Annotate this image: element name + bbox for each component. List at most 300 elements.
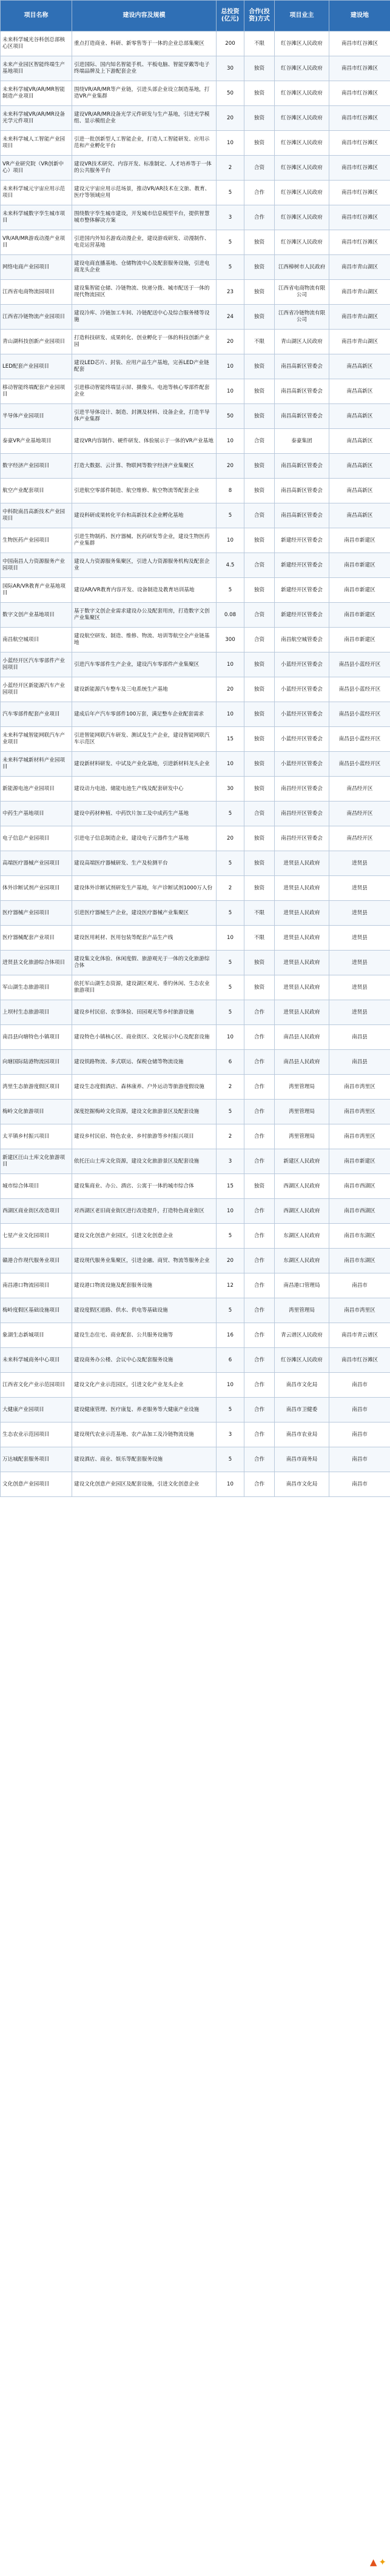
cell-content: 建设VR/AR/MR设备光学元件研发与生产基地，引进光学模组、显示模组企业 (72, 106, 217, 131)
cell-owner: 东湖区人民政府 (275, 1249, 329, 1273)
cell-investment: 30 (217, 56, 244, 81)
cell-content: 建设LED芯片、封装、应用产品生产基地，完善LED产业链配套 (72, 354, 217, 379)
cell-mode: 合资 (244, 429, 275, 454)
cell-name: 数字经济产业园项目 (1, 454, 72, 479)
cell-investment: 0.08 (217, 603, 244, 628)
cell-investment: 2 (217, 1124, 244, 1149)
cell-name: 南昌县向塘特色小镇项目 (1, 1025, 72, 1050)
cell-owner: 红谷滩区人民政府 (275, 181, 329, 205)
cell-investment: 3 (217, 1422, 244, 1447)
table-row (1, 752, 390, 777)
cell-investment: 20 (217, 454, 244, 479)
cell-mode: 独资 (244, 131, 275, 156)
cell-investment: 6 (217, 1050, 244, 1075)
cell-name: 医疗器械产业园项目 (1, 901, 72, 926)
cell-content: 打造大数据、云计算、物联网等数字经济产业集聚区 (72, 454, 217, 479)
header-location: 建设地 (329, 1, 390, 32)
cell-location: 南昌经开区 (329, 802, 390, 826)
cell-mode: 独资 (244, 1174, 275, 1199)
cell-owner: 南昌经开区管委会 (275, 777, 329, 802)
table-row (1, 1149, 390, 1174)
cell-location: 南昌市新建区 (329, 603, 390, 628)
cell-investment: 5 (217, 1447, 244, 1472)
cell-owner: 西湖区人民政府 (275, 1174, 329, 1199)
cell-name: 未来科学城VR/AR/MR智能制造产业项目 (1, 81, 72, 106)
cell-location: 进贤县 (329, 851, 390, 876)
cell-name: 西湖区商业街区改造项目 (1, 1199, 72, 1224)
cell-investment: 5 (217, 1298, 244, 1323)
cell-owner: 南昌港口管理局 (275, 1273, 329, 1298)
cell-investment: 5 (217, 851, 244, 876)
cell-investment: 5 (217, 802, 244, 826)
cell-mode: 独资 (244, 752, 275, 777)
cell-content: 依托汪山土库文化资源，建设文化旅游景区及配套设施 (72, 1149, 217, 1174)
cell-investment: 5 (217, 1224, 244, 1249)
cell-location: 南昌市红谷滩区 (329, 181, 390, 205)
table-body (1, 32, 390, 1497)
cell-name: 生物医药产业园项目 (1, 528, 72, 553)
cell-location: 进贤县 (329, 876, 390, 901)
cell-content: 引进电子信息制造企业，建设电子元器件生产基地 (72, 826, 217, 851)
cell-owner: 小蓝经开区管委会 (275, 652, 329, 677)
cell-investment: 20 (217, 826, 244, 851)
cell-owner: 南昌高新区管委会 (275, 354, 329, 379)
table-row (1, 429, 390, 454)
cell-investment: 10 (217, 131, 244, 156)
cell-investment: 6 (217, 1348, 244, 1373)
cell-name: 赣港合作现代服务业项目 (1, 1249, 72, 1273)
cell-owner: 南昌市商务局 (275, 1447, 329, 1472)
cell-investment: 5 (217, 230, 244, 255)
cell-investment: 5 (217, 975, 244, 1000)
table-row (1, 628, 390, 652)
cell-mode: 独资 (244, 677, 275, 702)
cell-owner: 南昌高新区管委会 (275, 404, 329, 429)
cell-name: 半导体产业园项目 (1, 404, 72, 429)
cell-owner: 南昌市文化局 (275, 1373, 329, 1398)
cell-owner: 南昌县人民政府 (275, 1050, 329, 1075)
cell-owner: 进贤县人民政府 (275, 851, 329, 876)
cell-investment: 5 (217, 503, 244, 528)
cell-investment: 10 (217, 528, 244, 553)
cell-mode: 独资 (244, 81, 275, 106)
cell-name: 未来科学城新材料产业园项目 (1, 752, 72, 777)
cell-name: 进贤县文化旅游综合体项目 (1, 951, 72, 975)
cell-mode: 独资 (244, 851, 275, 876)
cell-location: 南昌市新建区 (329, 628, 390, 652)
cell-name: 未来科学城商务中心项目 (1, 1348, 72, 1373)
cell-location: 南昌市新建区 (329, 578, 390, 603)
header-mode: 合作(投资)方式 (244, 1, 275, 32)
cell-location: 南昌市红谷滩区 (329, 156, 390, 181)
table-row (1, 1075, 390, 1100)
cell-name: 南昌港口物流园项目 (1, 1273, 72, 1298)
site-watermark-logo (340, 2552, 387, 2572)
table-row (1, 305, 390, 330)
cell-name: 湾里生态旅游度假区项目 (1, 1075, 72, 1100)
cell-investment: 20 (217, 106, 244, 131)
cell-investment: 10 (217, 354, 244, 379)
cell-location: 进贤县 (329, 926, 390, 951)
cell-owner: 新建经开区管委会 (275, 528, 329, 553)
cell-name: 太平镇乡村振兴项目 (1, 1124, 72, 1149)
cell-owner: 南昌县人民政府 (275, 1025, 329, 1050)
cell-location: 南昌市湾里区 (329, 1298, 390, 1323)
cell-content: 引进航空零部件制造、航空维修、航空物流等配套企业 (72, 479, 217, 503)
table-row (1, 1000, 390, 1025)
cell-mode: 合作 (244, 1075, 275, 1100)
cell-location: 南昌高新区 (329, 429, 390, 454)
cell-content: 建设体外诊断试剂研发生产基地，年产诊断试剂1000万人份 (72, 876, 217, 901)
cell-content: 引进生物制药、医疗器械、医药研发等企业，建设生物医药产业集群 (72, 528, 217, 553)
table-row (1, 802, 390, 826)
cell-investment: 16 (217, 1323, 244, 1348)
cell-mode: 合资 (244, 156, 275, 181)
cell-name: 国际AR/VR教育产业基地项目 (1, 578, 72, 603)
cell-content: 建设集文化体验、休闲度假、旅游观光于一体的文化旅游综合体 (72, 951, 217, 975)
cell-content: 围绕数字孪生城市建设，开发城市信息模型平台，提供智慧城市整体解决方案 (72, 205, 217, 230)
cell-content: 引进国内外知名游戏动漫企业，建设游戏研发、动漫制作、电竞运营基地 (72, 230, 217, 255)
cell-location: 南昌市 (329, 1472, 390, 1497)
table-row (1, 777, 390, 802)
cell-investment: 50 (217, 404, 244, 429)
cell-mode: 独资 (244, 652, 275, 677)
cell-content: 引进移动智能终端显示屏、摄像头、电池等核心零部件配套企业 (72, 379, 217, 404)
table-row (1, 106, 390, 131)
cell-location: 南昌市新建区 (329, 1149, 390, 1174)
cell-content: 建设文化产业示范园区，引进文化产业龙头企业 (72, 1373, 217, 1398)
cell-owner: 湾里管理局 (275, 1100, 329, 1124)
table-row (1, 553, 390, 578)
cell-owner: 进贤县人民政府 (275, 975, 329, 1000)
header-content: 建设内容及规模 (72, 1, 217, 32)
cell-mode: 合作 (244, 1025, 275, 1050)
table-row (1, 280, 390, 305)
table-row (1, 652, 390, 677)
cell-mode: 不限 (244, 32, 275, 56)
cell-owner: 红谷滩区人民政府 (275, 32, 329, 56)
table-row (1, 901, 390, 926)
cell-content: 建设人力资源服务集聚区，引进人力资源服务机构及配套企业 (72, 553, 217, 578)
cell-content: 建设科研成果转化平台和高新技术企业孵化基地 (72, 503, 217, 528)
table-row (1, 975, 390, 1000)
cell-mode: 独资 (244, 255, 275, 280)
watermark-glyph: ✦ (378, 2557, 387, 2568)
cell-mode: 合作 (244, 1398, 275, 1422)
cell-mode: 合资 (244, 603, 275, 628)
cell-content: 建设度假区道路、供水、供电等基础设施 (72, 1298, 217, 1323)
cell-investment: 5 (217, 1398, 244, 1422)
cell-owner: 南昌高新区管委会 (275, 503, 329, 528)
cell-name: 万达城配套服务项目 (1, 1447, 72, 1472)
cell-owner: 红谷滩区人民政府 (275, 1348, 329, 1373)
cell-owner: 红谷滩区人民政府 (275, 81, 329, 106)
table-row (1, 131, 390, 156)
cell-location: 南昌市红谷滩区 (329, 56, 390, 81)
table-row (1, 81, 390, 106)
cell-name: 移动智能终端配套产业园项目 (1, 379, 72, 404)
cell-owner: 新建经开区管委会 (275, 578, 329, 603)
cell-investment: 10 (217, 702, 244, 727)
table-row (1, 951, 390, 975)
cell-content: 建设铁路物流、多式联运、保税仓储等物流设施 (72, 1050, 217, 1075)
cell-owner: 江西省电商物流有限公司 (275, 280, 329, 305)
table-row (1, 205, 390, 230)
cell-content: 建设集智能仓储、冷链物流、快递分拨、城市配送于一体的现代物流园区 (72, 280, 217, 305)
table-row (1, 156, 390, 181)
cell-investment: 5 (217, 951, 244, 975)
cell-owner: 西湖区人民政府 (275, 1199, 329, 1224)
cell-name: 小蓝经开区汽车零部件产业园项目 (1, 652, 72, 677)
table-row (1, 1224, 390, 1249)
cell-mode: 合作 (244, 1149, 275, 1174)
cell-name: 大健康产业园项目 (1, 1398, 72, 1422)
cell-investment: 5 (217, 901, 244, 926)
table-header (1, 1, 390, 32)
cell-owner: 小蓝经开区管委会 (275, 677, 329, 702)
cell-content: 打造科技研发、成果转化、创业孵化于一体的科技创新产业园 (72, 330, 217, 354)
cell-location: 南昌市红谷滩区 (329, 230, 390, 255)
cell-name: 中科院南昌高新技术产业园项目 (1, 503, 72, 528)
cell-investment: 4.5 (217, 553, 244, 578)
table-row (1, 1199, 390, 1224)
cell-owner: 红谷滩区人民政府 (275, 156, 329, 181)
cell-investment: 10 (217, 1373, 244, 1398)
cell-content: 建成后年产汽车零部件100万套，满足整车企业配套需求 (72, 702, 217, 727)
table-row (1, 603, 390, 628)
cell-content: 建设健康管理、医疗康复、养老服务等大健康产业设施 (72, 1398, 217, 1422)
cell-name: 江西省文化产业示范园项目 (1, 1373, 72, 1398)
cell-location: 南昌市红谷滩区 (329, 131, 390, 156)
cell-investment: 2 (217, 1075, 244, 1100)
header-name: 项目名称 (1, 1, 72, 32)
cell-name: 江西省冷链物流产业园项目 (1, 305, 72, 330)
cell-mode: 独资 (244, 528, 275, 553)
cell-location: 南昌高新区 (329, 354, 390, 379)
cell-mode: 独资 (244, 777, 275, 802)
cell-content: 建设生态度假酒店、森林康养、户外运动等旅游度假设施 (72, 1075, 217, 1100)
cell-investment: 10 (217, 652, 244, 677)
cell-investment: 24 (217, 305, 244, 330)
cell-mode: 合作 (244, 1447, 275, 1472)
cell-name: 梅岭文化旅游项目 (1, 1100, 72, 1124)
cell-name: 象湖生态新城项目 (1, 1323, 72, 1348)
header-owner: 项目业主 (275, 1, 329, 32)
table-row (1, 255, 390, 280)
cell-investment: 5 (217, 255, 244, 280)
cell-owner: 小蓝经开区管委会 (275, 727, 329, 752)
table-row (1, 926, 390, 951)
cell-owner: 新建区人民政府 (275, 1149, 329, 1174)
cell-content: 建设乡村民宿、农事体验、田园观光等乡村旅游设施 (72, 1000, 217, 1025)
cell-mode: 独资 (244, 578, 275, 603)
cell-content: 建设动力电池、储能电池生产线及配套研发中心 (72, 777, 217, 802)
cell-location: 南昌市青山湖区 (329, 330, 390, 354)
cell-investment: 10 (217, 1472, 244, 1497)
cell-investment: 20 (217, 330, 244, 354)
cell-mode: 独资 (244, 305, 275, 330)
cell-investment: 10 (217, 752, 244, 777)
cell-name: 汽车零部件配套产业项目 (1, 702, 72, 727)
cell-location: 南昌市西湖区 (329, 1174, 390, 1199)
cell-name: 新建区汪山土库文化旅游项目 (1, 1149, 72, 1174)
cell-investment: 5 (217, 578, 244, 603)
cell-name: 未来科学城元宇宙应用示范项目 (1, 181, 72, 205)
cell-content: 建设集商业、办公、酒店、公寓于一体的城市综合体 (72, 1174, 217, 1199)
cell-mode: 合作 (244, 1124, 275, 1149)
cell-owner: 进贤县人民政府 (275, 876, 329, 901)
cell-content: 建设冷库、冷链加工车间、冷链配送中心及综合服务楼等设施 (72, 305, 217, 330)
cell-content: 引进一批创新型人工智能企业，打造人工智能研发、应用示范和产业孵化平台 (72, 131, 217, 156)
cell-mode: 独资 (244, 106, 275, 131)
table-row (1, 181, 390, 205)
cell-content: 建设乡村民宿、特色农业、乡村旅游等乡村振兴项目 (72, 1124, 217, 1149)
table-row (1, 404, 390, 429)
cell-location: 南昌市 (329, 1398, 390, 1422)
cell-content: 对西湖区老旧商业街区进行改造提升，打造特色商业街区 (72, 1199, 217, 1224)
cell-location: 南昌高新区 (329, 503, 390, 528)
table-row (1, 578, 390, 603)
table-row (1, 528, 390, 553)
cell-name: 航空产业配套项目 (1, 479, 72, 503)
cell-location: 南昌市红谷滩区 (329, 32, 390, 56)
cell-owner: 湾里管理局 (275, 1075, 329, 1100)
cell-owner: 小蓝经开区管委会 (275, 702, 329, 727)
cell-investment: 5 (217, 181, 244, 205)
cell-mode: 独资 (244, 56, 275, 81)
cell-content: 深度挖掘梅岭文化资源，建设文化旅游景区及配套设施 (72, 1100, 217, 1124)
cell-mode: 合作 (244, 1224, 275, 1249)
cell-investment: 2 (217, 876, 244, 901)
cell-mode: 独资 (244, 826, 275, 851)
cell-content: 建设元宇宙应用示范场景，推动VR/AR技术在文旅、教育、医疗等领域应用 (72, 181, 217, 205)
cell-investment: 10 (217, 926, 244, 951)
cell-mode: 不限 (244, 926, 275, 951)
table-row (1, 230, 390, 255)
cell-owner: 进贤县人民政府 (275, 926, 329, 951)
cell-content: 建设特色小镇核心区、商业街区、文化展示中心及配套设施 (72, 1025, 217, 1050)
cell-content: 建设现代农业示范基地、农产品加工及冷链物流设施 (72, 1422, 217, 1447)
header-investment: 总投资(亿元) (217, 1, 244, 32)
cell-content: 重点打造商业、科研、新零售等于一体的企业总部集聚区 (72, 32, 217, 56)
table-row (1, 1100, 390, 1124)
cell-location: 进贤县 (329, 1000, 390, 1025)
cell-location: 进贤县 (329, 901, 390, 926)
cell-name: 未来科学城光谷科创总部核心区项目 (1, 32, 72, 56)
cell-content: 建设商务办公楼、会议中心及配套服务设施 (72, 1348, 217, 1373)
table-row (1, 1025, 390, 1050)
cell-name: 南昌航空城项目 (1, 628, 72, 652)
cell-investment: 30 (217, 777, 244, 802)
cell-name: 未来产业园区智能终端生产基地项目 (1, 56, 72, 81)
cell-content: 建设酒店、商业、娱乐等配套服务设施 (72, 1447, 217, 1472)
cell-mode: 独资 (244, 702, 275, 727)
cell-content: 建设高端医疗器械研发、生产及检测平台 (72, 851, 217, 876)
cell-location: 南昌市西湖区 (329, 1199, 390, 1224)
cell-owner: 南昌经开区管委会 (275, 826, 329, 851)
cell-name: LED配套产业园项目 (1, 354, 72, 379)
cell-location: 南昌市新建区 (329, 553, 390, 578)
cell-location: 南昌高新区 (329, 479, 390, 503)
cell-mode: 合作 (244, 1000, 275, 1025)
cell-mode: 合作 (244, 1100, 275, 1124)
cell-content: 建设航空研发、制造、维修、物流、培训等航空全产业链基地 (72, 628, 217, 652)
cell-location: 南昌市 (329, 1422, 390, 1447)
cell-name: 上坝村生态旅游项目 (1, 1000, 72, 1025)
cell-owner: 东湖区人民政府 (275, 1224, 329, 1249)
cell-mode: 独资 (244, 727, 275, 752)
cell-location: 南昌县小蓝经开区 (329, 677, 390, 702)
cell-name: 新能源电池产业园项目 (1, 777, 72, 802)
cell-owner: 南昌市文化局 (275, 1472, 329, 1497)
cell-content: 建设新材料研发、中试及产业化基地，引进新材料龙头企业 (72, 752, 217, 777)
cell-location: 南昌市青山湖区 (329, 255, 390, 280)
cell-owner: 红谷滩区人民政府 (275, 205, 329, 230)
cell-name: 向塘国际陆港物流园项目 (1, 1050, 72, 1075)
table-row (1, 727, 390, 752)
table-row (1, 503, 390, 528)
cell-investment: 8 (217, 479, 244, 503)
cell-investment: 10 (217, 429, 244, 454)
table-row (1, 1373, 390, 1398)
cell-mode: 独资 (244, 404, 275, 429)
cell-owner: 红谷滩区人民政府 (275, 131, 329, 156)
cell-investment: 12 (217, 1273, 244, 1298)
cell-owner: 泰豪集团 (275, 429, 329, 454)
cell-location: 南昌县小蓝经开区 (329, 652, 390, 677)
cell-mode: 独资 (244, 354, 275, 379)
cell-owner: 新建经开区管委会 (275, 553, 329, 578)
cell-owner: 南昌高新区管委会 (275, 379, 329, 404)
cell-investment: 5 (217, 1000, 244, 1025)
cell-owner: 进贤县人民政府 (275, 1000, 329, 1025)
cell-location: 南昌高新区 (329, 379, 390, 404)
cell-name: 七星产业文化园项目 (1, 1224, 72, 1249)
cell-location: 南昌市东湖区 (329, 1249, 390, 1273)
cell-location: 南昌县小蓝经开区 (329, 727, 390, 752)
cell-name: 城市综合体项目 (1, 1174, 72, 1199)
cell-content: 建设医用耗材、医用包装等配套产品生产线 (72, 926, 217, 951)
cell-investment: 15 (217, 1174, 244, 1199)
table-row (1, 1422, 390, 1447)
cell-location: 南昌市 (329, 1373, 390, 1398)
cell-mode: 合资 (244, 503, 275, 528)
cell-investment: 10 (217, 379, 244, 404)
cell-location: 南昌经开区 (329, 777, 390, 802)
cell-location: 南昌县小蓝经开区 (329, 752, 390, 777)
cell-mode: 合作 (244, 1348, 275, 1373)
cell-mode: 独资 (244, 379, 275, 404)
cell-location: 南昌市红谷滩区 (329, 81, 390, 106)
cell-mode: 独资 (244, 454, 275, 479)
cell-location: 南昌市 (329, 1447, 390, 1472)
cell-owner: 江西省冷链物流有限公司 (275, 305, 329, 330)
cell-investment: 23 (217, 280, 244, 305)
cell-investment: 200 (217, 32, 244, 56)
cell-investment: 2 (217, 156, 244, 181)
cell-content: 引进汽车零部件生产企业，建设汽车零部件产业集聚区 (72, 652, 217, 677)
cell-location: 南昌市 (329, 1273, 390, 1298)
cell-content: 依托军山湖生态资源，建设湖区观光、垂钓休闲、生态农业旅游项目 (72, 975, 217, 1000)
table-row (1, 1323, 390, 1348)
cell-mode: 合作 (244, 205, 275, 230)
cell-content: 引进国际、国内知名智能手机、平板电脑、智能穿戴等电子终端品牌及上下游配套企业 (72, 56, 217, 81)
table-row (1, 1348, 390, 1373)
cell-mode: 不限 (244, 330, 275, 354)
cell-location: 进贤县 (329, 975, 390, 1000)
cell-mode: 合作 (244, 1273, 275, 1298)
cell-content: 引进医疗器械生产企业，建设医疗器械产业集聚区 (72, 901, 217, 926)
